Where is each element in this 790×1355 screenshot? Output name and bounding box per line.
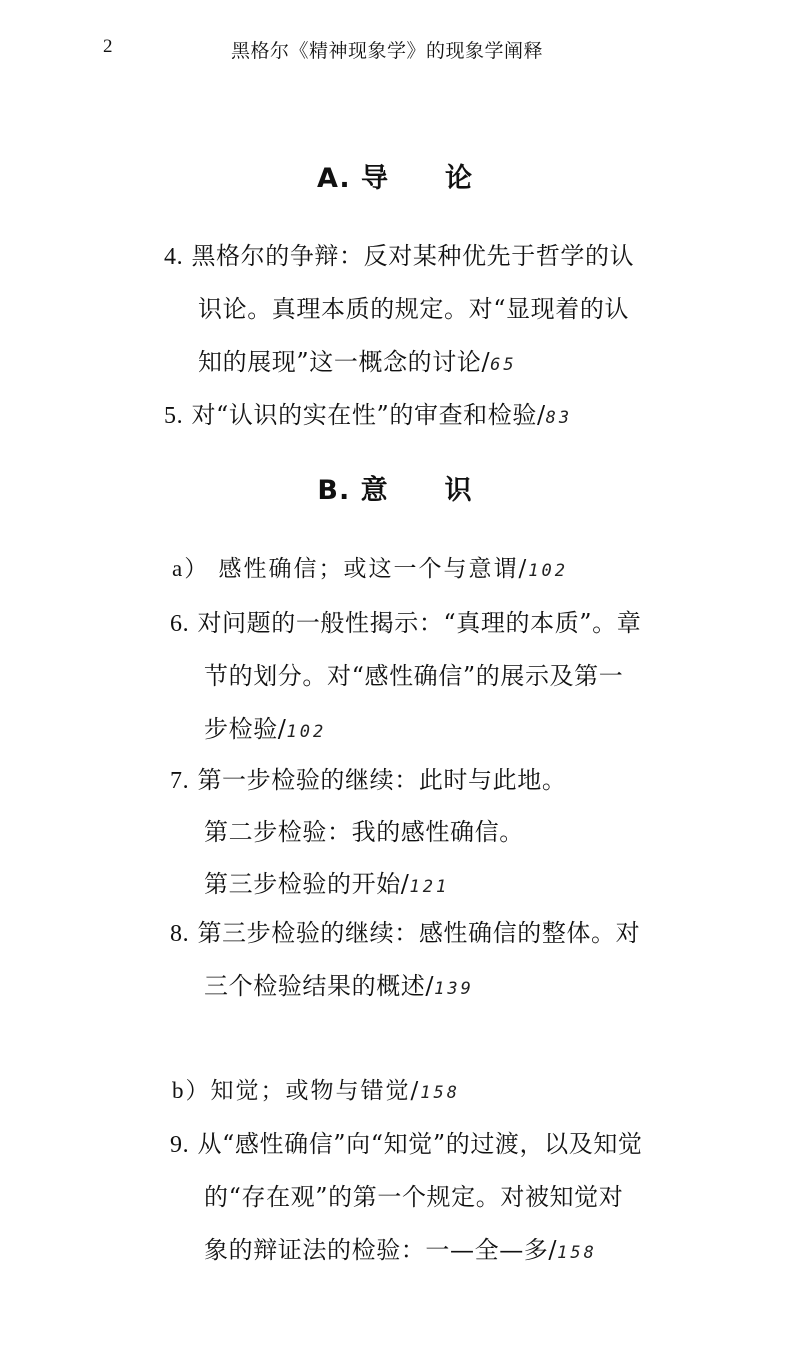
page-reference: 83 bbox=[545, 408, 573, 428]
section-heading-consciousness-part1: B. 意 bbox=[317, 475, 389, 506]
toc-entry-number: 8. bbox=[170, 921, 190, 947]
page-reference: 158 bbox=[557, 1243, 597, 1263]
toc-entry-text: 第二步检验：我的感性确信。 bbox=[204, 818, 524, 846]
toc-entry-4-line-3 bbox=[198, 342, 517, 377]
toc-entry-9-line-2 bbox=[204, 1177, 623, 1212]
toc-subsection-a bbox=[172, 550, 568, 583]
toc-entry-9-line-1 bbox=[170, 1124, 643, 1159]
toc-entry-6-line-1 bbox=[170, 603, 641, 638]
running-title: 黑格尔《精神现象学》的现象学阐释 bbox=[231, 40, 544, 62]
toc-entry-number: 9. bbox=[170, 1132, 190, 1158]
toc-entry-9-line-3 bbox=[204, 1230, 597, 1265]
toc-entry-text: 知的展现”这一概念的讨论/ bbox=[198, 348, 491, 376]
section-heading-introduction-part2: 论 bbox=[445, 163, 474, 194]
toc-entry-text: 黑格尔的争辩：反对某种优先于哲学的认 bbox=[191, 242, 635, 270]
toc-entry-text: 节的划分。对“感性确信”的展示及第一 bbox=[204, 662, 624, 690]
page-reference: 102 bbox=[286, 722, 327, 742]
toc-entry-number: 6. bbox=[170, 611, 190, 637]
toc-entry-text: 的“存在观”的第一个规定。对被知觉对 bbox=[204, 1183, 624, 1211]
section-heading-introduction bbox=[0, 156, 790, 195]
toc-entry-7-line-2 bbox=[204, 812, 524, 847]
toc-entry-4-line-1 bbox=[164, 236, 634, 271]
toc-entry-4-line-2 bbox=[198, 289, 629, 324]
page-reference: 102 bbox=[528, 561, 568, 581]
section-heading-consciousness-part2: 识 bbox=[444, 475, 473, 506]
toc-entry-text: 步检验/ bbox=[204, 715, 287, 743]
page-number: 2 bbox=[103, 36, 113, 57]
toc-entry-text: 识论。真理本质的规定。对“显现着的认 bbox=[198, 295, 630, 323]
page-reference: 121 bbox=[409, 877, 450, 897]
toc-entry-text: 第三步检验的继续：感性确信的整体。对 bbox=[197, 919, 641, 947]
toc-entry-text: 象的辩证法的检验：一—全—多/ bbox=[204, 1236, 558, 1264]
toc-entry-text: 从“感性确信”向“知觉”的过渡，以及知觉 bbox=[197, 1130, 643, 1158]
toc-entry-6-line-2 bbox=[204, 656, 623, 691]
section-heading-introduction-part1: A. 导 bbox=[316, 163, 390, 194]
toc-entry-text: 三个检验结果的概述/ bbox=[204, 972, 435, 1000]
page-reference: 139 bbox=[434, 979, 474, 999]
section-heading-consciousness bbox=[0, 468, 790, 507]
toc-subsection-label: b） bbox=[172, 1078, 211, 1103]
toc-entry-text: 对“认识的实在性”的审查和检验/ bbox=[191, 401, 546, 429]
toc-entry-text: 感性确信；或这一个与意谓/ bbox=[218, 556, 529, 582]
running-header bbox=[0, 36, 790, 66]
toc-entry-number: 4. bbox=[164, 244, 184, 270]
toc-entry-5 bbox=[164, 395, 572, 430]
toc-entry-number: 7. bbox=[170, 768, 190, 794]
toc-subsection-label: a） bbox=[172, 556, 210, 581]
toc-entry-7-line-3 bbox=[204, 864, 449, 899]
toc-subsection-b bbox=[172, 1072, 460, 1105]
toc-entry-text: 知觉；或物与错觉/ bbox=[210, 1078, 421, 1104]
toc-entry-number: 5. bbox=[164, 403, 184, 429]
toc-entry-text: 第三步检验的开始/ bbox=[204, 870, 410, 898]
toc-entry-6-line-3 bbox=[204, 709, 326, 744]
toc-entry-8-line-2 bbox=[204, 966, 474, 1001]
toc-entry-text: 第一步检验的继续：此时与此地。 bbox=[197, 766, 567, 794]
toc-entry-8-line-1 bbox=[170, 913, 640, 948]
page-reference: 65 bbox=[490, 355, 517, 375]
toc-entry-7-line-1 bbox=[170, 760, 566, 795]
page-reference: 158 bbox=[420, 1083, 460, 1103]
toc-entry-text: 对问题的一般性揭示：“真理的本质”。章 bbox=[197, 609, 642, 637]
